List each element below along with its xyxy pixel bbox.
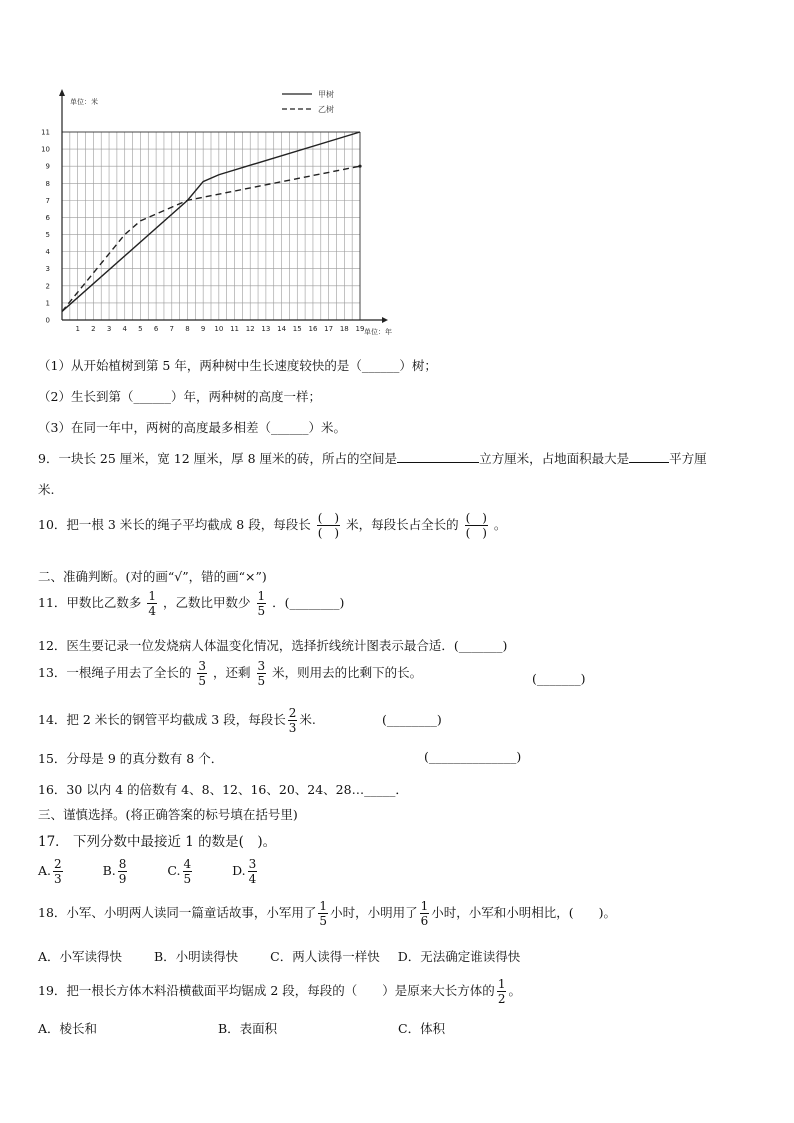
y-tick-label: 7: [45, 196, 50, 205]
q8-part3: （3）在同一年中，两树的高度最多相差（______）米。: [38, 420, 346, 435]
legend: [282, 89, 334, 114]
q10-frac1: $\frac{( )}{( )}$: [317, 511, 340, 540]
y-tick-label: 1: [45, 299, 50, 308]
q17-stem: 17． 下列分数中最接近 1 的数是( )。: [38, 834, 277, 850]
x-tick-label: 13: [261, 325, 271, 333]
y-tick-label: 5: [45, 231, 50, 240]
chart-ticks: [41, 129, 364, 334]
y-tick-label: 0: [45, 316, 50, 325]
x-tick-label: 11: [230, 325, 239, 333]
q15-answer: (______________): [424, 749, 522, 764]
q19-stem: 19．把一根长方体木料沿横截面平均锯成 2 段，每段的（ ）是原来大长方体的 $\frac{1}{2}$ 。: [38, 977, 521, 1006]
y-axis-arrow: [59, 89, 65, 96]
y-tick-label: 9: [45, 162, 50, 171]
chart-series: [62, 132, 362, 311]
chart-axes: [59, 89, 388, 323]
q18-option-c: C．两人读得一样快: [270, 949, 380, 964]
section2-heading: 二、准确判断。(对的画“√”，错的画“×”): [38, 569, 267, 584]
q9-cont: 米.: [38, 482, 55, 497]
q14-answer: (________): [382, 712, 442, 727]
q12: 12．医生要记录一位发烧病人体温变化情况，选择折线统计图表示最合适．(_______): [38, 638, 508, 653]
x-tick-label: 10: [214, 325, 224, 333]
q15: 15．分母是 9 的真分数有 8 个．: [38, 751, 224, 766]
q8-part2: （2）生长到第（______）年，两种树的高度一样；: [38, 389, 321, 404]
x-tick-label: 3: [106, 325, 112, 333]
y-tick-label: 11: [41, 128, 50, 137]
q19-option-b: B．表面积: [218, 1021, 278, 1036]
q17-option-d: D. $\frac{3}{4}$: [232, 857, 257, 886]
q17-option-a: A. $\frac{2}{3}$: [38, 857, 62, 886]
x-tick-label: 4: [122, 325, 127, 333]
q18-option-d: D．无法确定谁读得快: [397, 949, 521, 964]
x-tick-label: 2: [91, 325, 96, 333]
q10: 10．把一根 3 米长的绳子平均截成 8 段，每段长 $\frac{( )}{( )}$ 米，每段长占全长的 $\frac{( )}{( )}$ 。: [38, 511, 507, 540]
legend-label-yi: 乙树: [318, 105, 334, 114]
x-tick-label: 8: [185, 325, 190, 333]
x-tick-label: 12: [245, 325, 255, 333]
y-axis-label: 单位：米: [70, 98, 98, 106]
x-tick-label: 6: [153, 325, 159, 333]
q9-blank2: [629, 450, 669, 464]
q10-frac2: $\frac{( )}{( )}$: [465, 511, 487, 540]
x-tick-label: 5: [138, 325, 143, 333]
q19-options: [38, 1019, 445, 1037]
q9: 9．一块长 25 厘米，宽 12 厘米，厚 8 厘米的砖，所占的空间是 立方厘米，占地面积最大是 平方厘: [38, 451, 707, 466]
q18-options: [38, 947, 520, 965]
q17-option-c: C. $\frac{4}{5}$: [167, 857, 192, 886]
y-tick-label: 8: [45, 179, 50, 188]
y-tick-label: 2: [45, 282, 50, 291]
y-tick-label: 4: [45, 248, 50, 257]
q14: 14．把 2 米长的钢管平均截成 3 段，每段长 $\frac{2}{3}$ 米.: [38, 706, 316, 735]
x-axis-arrow: [382, 317, 388, 323]
section3-heading: 三、谨慎选择。(将正确答案的标号填在括号里): [38, 807, 298, 822]
line-chart: [30, 82, 410, 344]
x-tick-label: 14: [277, 325, 287, 333]
x-tick-label: 9: [200, 325, 206, 333]
q17-options: [38, 858, 259, 885]
series-end-point: [358, 165, 361, 168]
y-tick-label: 6: [45, 213, 50, 222]
x-tick-label: 7: [169, 325, 175, 333]
q11: 11．甲数比乙数多 $\frac{1}{4}$ ，乙数比甲数少 $\frac{1}{5}$ ．(________): [38, 589, 345, 618]
legend-label-jia: 甲树: [318, 90, 334, 99]
x-tick-label: 15: [292, 325, 302, 333]
q9-blank1: [397, 450, 479, 464]
q19-option-c: C．体积: [398, 1021, 446, 1036]
q16: 16．30 以内 4 的倍数有 4、8、12、16、20、24、28…_____．: [38, 782, 408, 797]
q18-stem: 18．小军、小明两人读同一篇童话故事，小军用了 $\frac{1}{5}$ 小时，小明用了 $\frac{1}{6}$ 小时，小军和小明相比，( )。: [38, 899, 616, 928]
x-tick-label: 1: [75, 325, 80, 333]
y-tick-label: 10: [41, 145, 50, 154]
q18-option-b: B．小明读得快: [154, 949, 239, 964]
x-tick-label: 19: [355, 325, 365, 333]
q8-part1: （1）从开始植树到第 5 年，两种树中生长速度较快的是（______）树；: [38, 358, 437, 373]
q17-option-b: B. $\frac{8}{9}$: [102, 857, 127, 886]
y-tick-label: 3: [45, 265, 50, 274]
x-tick-label: 16: [308, 325, 318, 333]
x-tick-label: 17: [324, 325, 334, 333]
q13: 13．一根绳子用去了全长的 $\frac{3}{5}$ ，还剩 $\frac{3}{5}$ 米，则用去的比剩下的长。: [38, 659, 423, 688]
q18-option-a: A．小军读得快: [38, 949, 123, 964]
q13-answer: (_______): [532, 671, 586, 686]
chart-grid: [62, 132, 360, 320]
x-axis-label: 单位：年: [364, 328, 392, 336]
x-tick-label: 18: [339, 325, 349, 333]
q19-option-a: A．棱长和: [38, 1021, 98, 1036]
